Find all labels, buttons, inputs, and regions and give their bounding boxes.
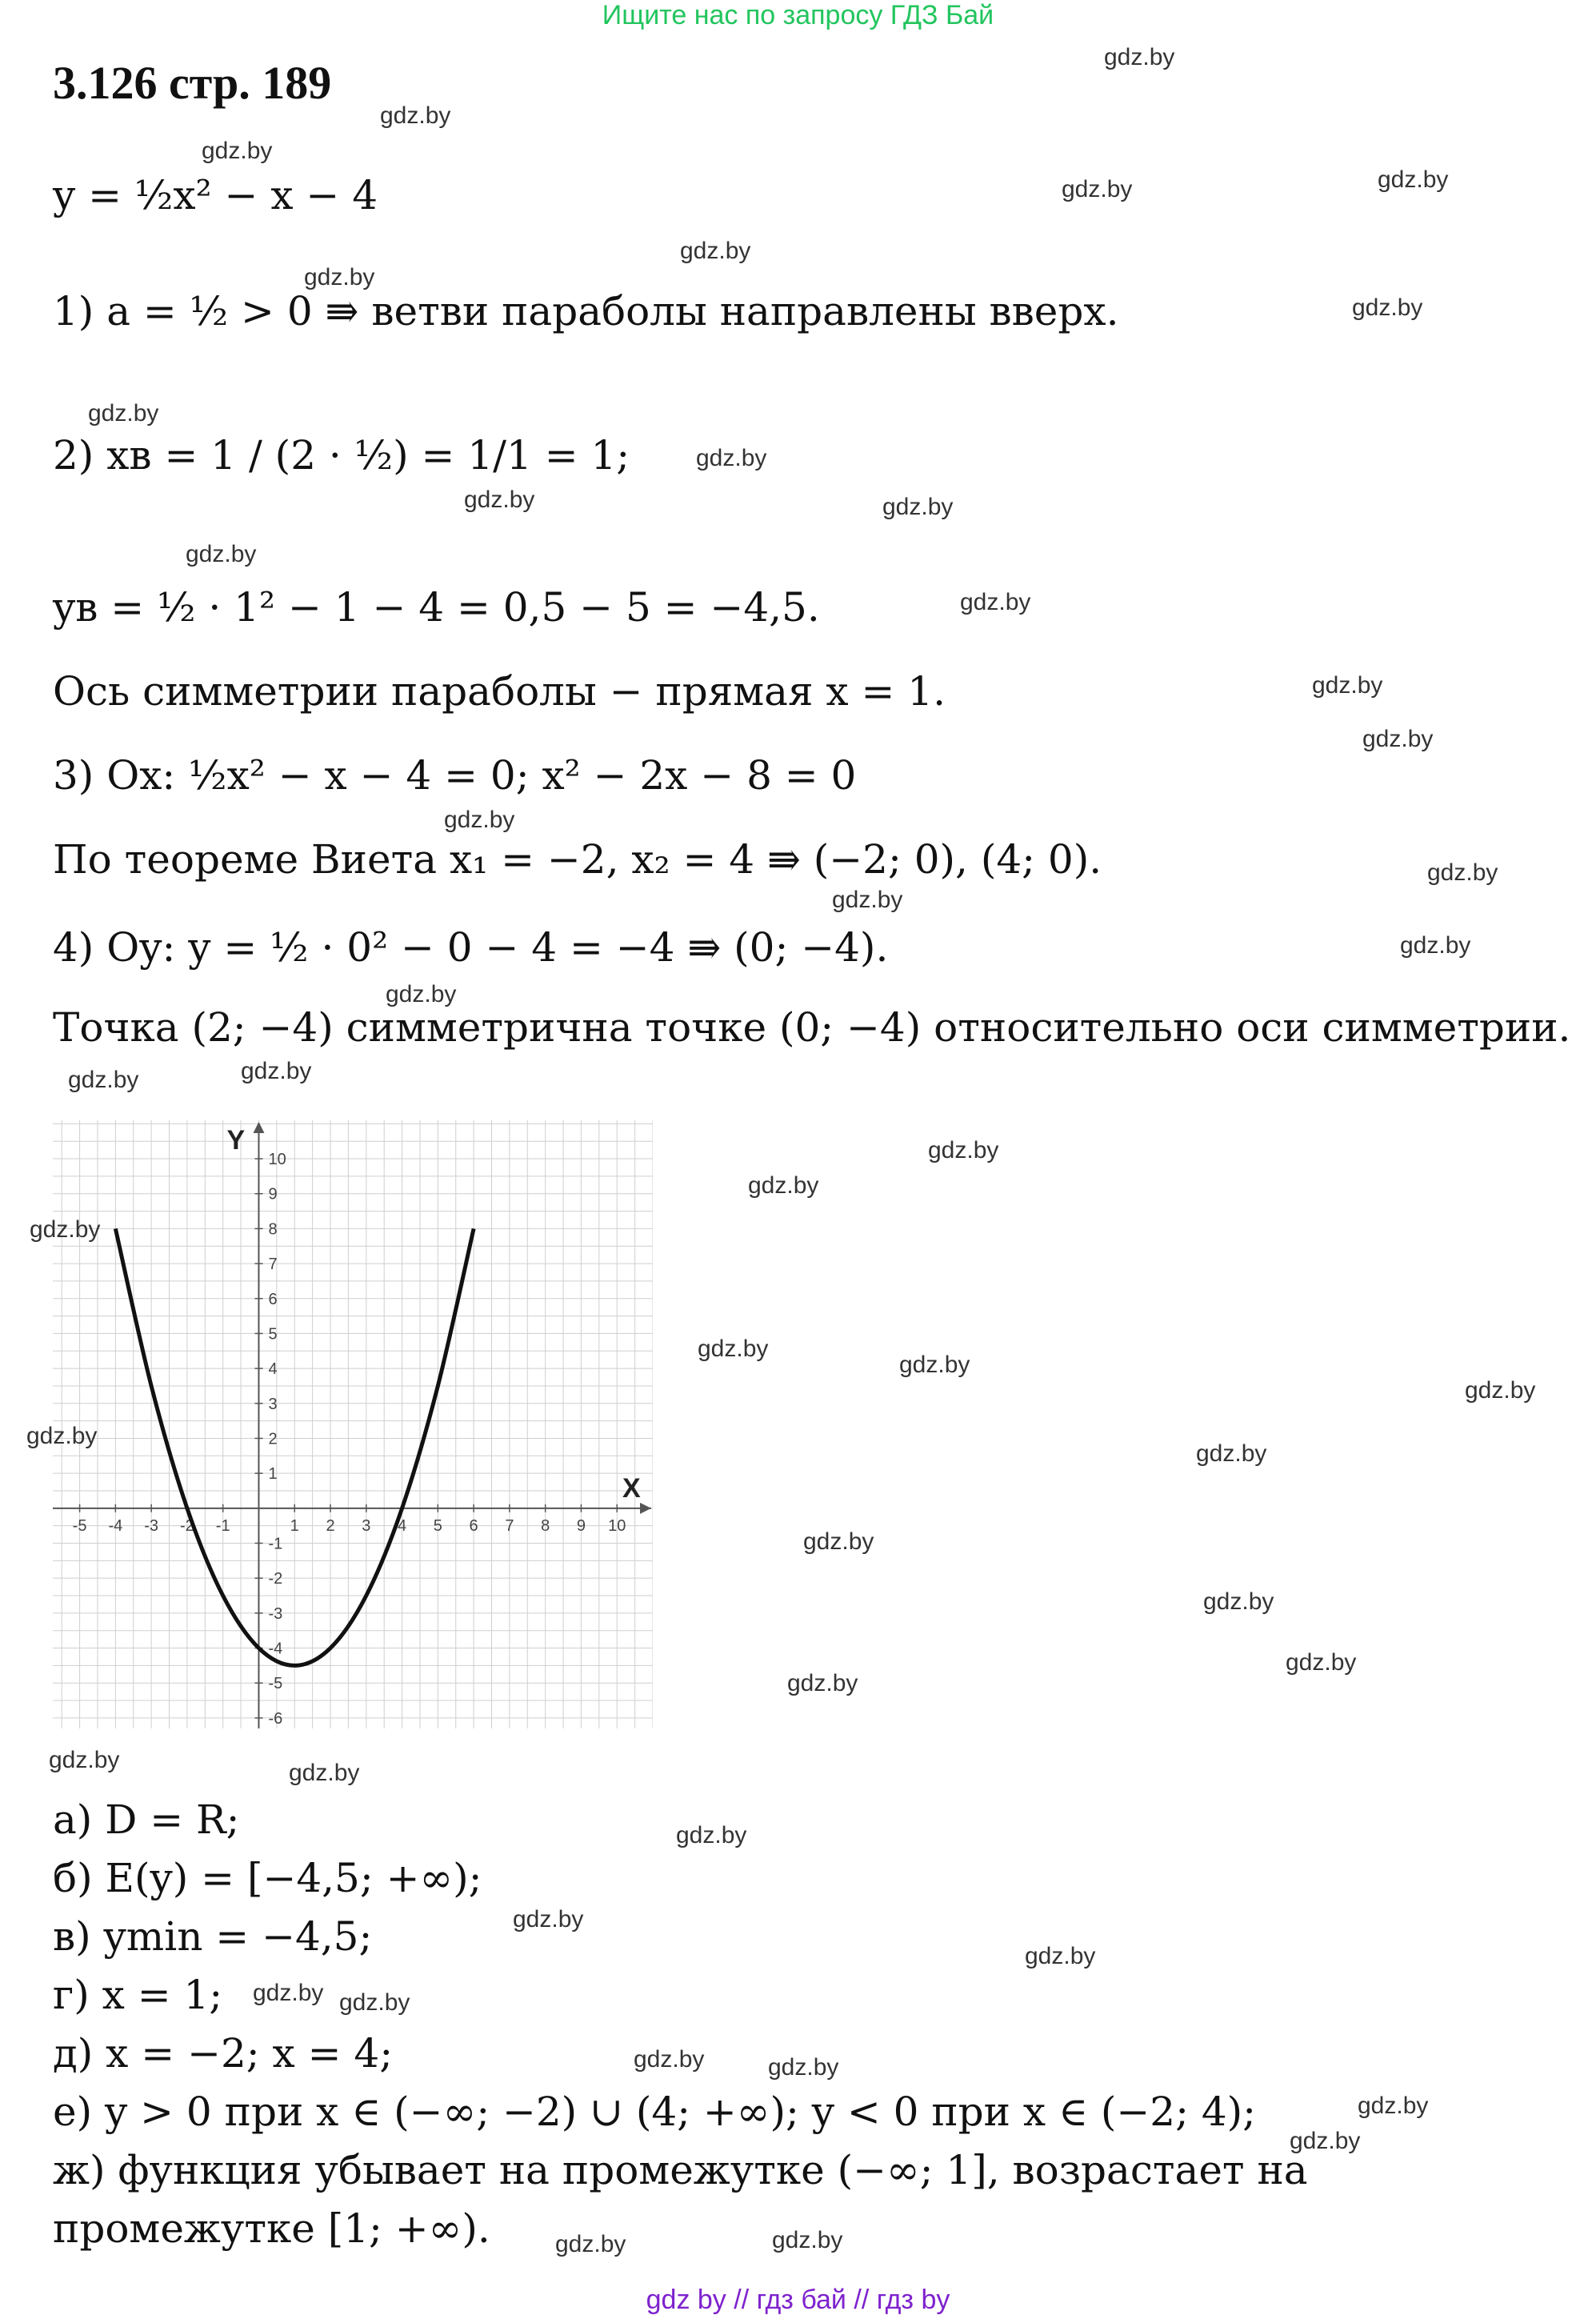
y-tick-label: -5 [268, 1675, 283, 1693]
watermark: gdz.by [680, 238, 751, 264]
watermark: gdz.by [88, 400, 159, 427]
watermark: gdz.by [832, 887, 903, 913]
watermark: gdz.by [253, 1980, 324, 2006]
step-4: 4) Oy: y = ½ · 0² − 0 − 4 = −4 ⇛ (0; −4). [53, 924, 889, 971]
watermark: gdz.by [49, 1747, 120, 1773]
watermark: gdz.by [772, 2227, 843, 2253]
answer-b: б) E(y) = [−4,5; +∞); [53, 1855, 482, 1901]
y-tick-label: 10 [268, 1151, 286, 1169]
y-tick-label: 9 [268, 1185, 278, 1204]
x-tick-label: 7 [505, 1516, 514, 1535]
watermark: gdz.by [1203, 1588, 1274, 1615]
watermark: gdz.by [899, 1352, 970, 1378]
watermark: gdz.by [339, 1989, 410, 2016]
watermark: gdz.by [1290, 2128, 1361, 2154]
watermark: gdz.by [698, 1336, 769, 1362]
watermark: gdz.by [1362, 726, 1434, 752]
x-tick-label: -5 [72, 1516, 87, 1535]
watermark: gdz.by [634, 2046, 705, 2073]
step-3: 3) Ox: ½x² − x − 4 = 0; x² − 2x − 8 = 0 [53, 752, 857, 799]
watermark: gdz.by [1465, 1377, 1536, 1404]
y-tick-label: -4 [268, 1640, 283, 1658]
problem-title: 3.126 стр. 189 [53, 57, 332, 109]
x-tick-label: 10 [608, 1516, 626, 1535]
watermark: gdz.by [513, 1906, 584, 1933]
watermark: gdz.by [1196, 1440, 1267, 1467]
watermark: gdz.by [186, 541, 257, 567]
x-axis-label: X [622, 1472, 641, 1504]
answer-g-cont: промежутке [1; +∞). [53, 2205, 490, 2252]
watermark: gdz.by [696, 445, 767, 471]
watermark: gdz.by [555, 2231, 626, 2257]
watermark: gdz.by [960, 589, 1031, 615]
y-tick-label: 7 [268, 1256, 278, 1274]
watermark: gdz.by [444, 807, 515, 833]
y-tick-label: 5 [268, 1325, 278, 1344]
answer-a: а) D = R; [53, 1796, 240, 1843]
x-tick-label: 2 [326, 1516, 335, 1535]
watermark: gdz.by [289, 1760, 360, 1786]
y-tick-label: -2 [268, 1570, 283, 1588]
x-axis-arrow [640, 1503, 651, 1514]
y-tick-label: -3 [268, 1604, 283, 1623]
answer-d: г) x = 1; [53, 1972, 223, 2018]
watermark: gdz.by [380, 102, 451, 129]
watermark: gdz.by [928, 1137, 999, 1164]
watermark: gdz.by [1352, 294, 1423, 321]
answer-e: д) x = −2; x = 4; [53, 2030, 394, 2077]
y-tick-label: 4 [268, 1360, 278, 1379]
y-tick-label: -1 [268, 1535, 283, 1553]
answer-c: в) ymin = −4,5; [53, 1913, 373, 1960]
y-tick-label: -6 [268, 1709, 283, 1728]
watermark: gdz.by [1062, 176, 1133, 202]
x-tick-label: -3 [144, 1516, 159, 1535]
watermark: gdz.by [386, 981, 457, 1007]
y-axis-label: Y [226, 1125, 246, 1155]
watermark: gdz.by [1427, 859, 1498, 886]
watermark: gdz.by [1312, 672, 1383, 699]
step-2-vertex-y: yв = ½ · 1² − 1 − 4 = 0,5 − 5 = −4,5. [53, 584, 820, 631]
watermark: gdz.by [1378, 166, 1449, 193]
watermark: gdz.by [1358, 2093, 1429, 2119]
step-1: 1) a = ½ > 0 ⇛ ветви параболы направлены вверх. [53, 288, 1119, 334]
watermark: gdz.by [803, 1528, 874, 1555]
footer-links: gdz by // гдз бай // гдз by [646, 2285, 950, 2315]
watermark: gdz.by [202, 138, 273, 164]
x-tick-label: 3 [362, 1516, 371, 1535]
watermark: gdz.by [1025, 1943, 1096, 1969]
watermark: gdz.by [787, 1670, 858, 1696]
x-tick-label: 8 [541, 1516, 550, 1535]
x-tick-label: 5 [433, 1516, 442, 1535]
watermark: gdz.by [464, 487, 535, 513]
watermark: gdz.by [304, 264, 375, 290]
vieta-roots: По теореме Виета x₁ = −2, x₂ = 4 ⇛ (−2; 0), (4; 0). [53, 836, 1102, 883]
watermark: gdz.by [241, 1058, 312, 1084]
parabola-graph [53, 1120, 653, 1728]
axis-of-symmetry: Ось симметрии параболы − прямая x = 1. [53, 668, 946, 715]
watermark: gdz.by [1400, 932, 1471, 959]
formula-line: y = ½x² − x − 4 [53, 172, 378, 218]
x-tick-label: 4 [398, 1516, 407, 1535]
watermark: gdz.by [26, 1423, 98, 1449]
y-tick-label: 1 [268, 1465, 278, 1484]
answer-g: ж) функция убывает на промежутке (−∞; 1], возрастает на [53, 2147, 1308, 2193]
watermark: gdz.by [882, 494, 954, 520]
y-tick-label: 3 [268, 1395, 278, 1413]
y-tick-label: 8 [268, 1220, 278, 1239]
watermark: gdz.by [1104, 44, 1175, 70]
y-tick-label: 2 [268, 1430, 278, 1448]
watermark: gdz.by [676, 1822, 747, 1848]
x-tick-label: -2 [180, 1516, 194, 1535]
symmetric-point: Точка (2; −4) симметрична точке (0; −4) относительно оси симметрии. [53, 1004, 1571, 1051]
watermark: gdz.by [68, 1067, 139, 1093]
step-2: 2) xв = 1 / (2 · ½) = 1/1 = 1; [53, 432, 630, 479]
top-banner: Ищите нас по запросу ГДЗ Бай [602, 0, 994, 30]
x-tick-label: 1 [290, 1516, 299, 1535]
x-tick-label: -1 [215, 1516, 230, 1535]
watermark: gdz.by [1286, 1649, 1357, 1676]
x-tick-label: 9 [576, 1516, 586, 1535]
watermark: gdz.by [768, 2054, 839, 2081]
y-tick-label: 6 [268, 1290, 278, 1308]
x-tick-label: 6 [469, 1516, 478, 1535]
answer-f: е) y > 0 при x ∈ (−∞; −2) ∪ (4; +∞); y < 0 при x ∈ (−2; 4); [53, 2089, 1257, 2135]
x-tick-label: -4 [108, 1516, 123, 1535]
watermark: gdz.by [748, 1172, 819, 1199]
watermark: gdz.by [30, 1216, 101, 1243]
